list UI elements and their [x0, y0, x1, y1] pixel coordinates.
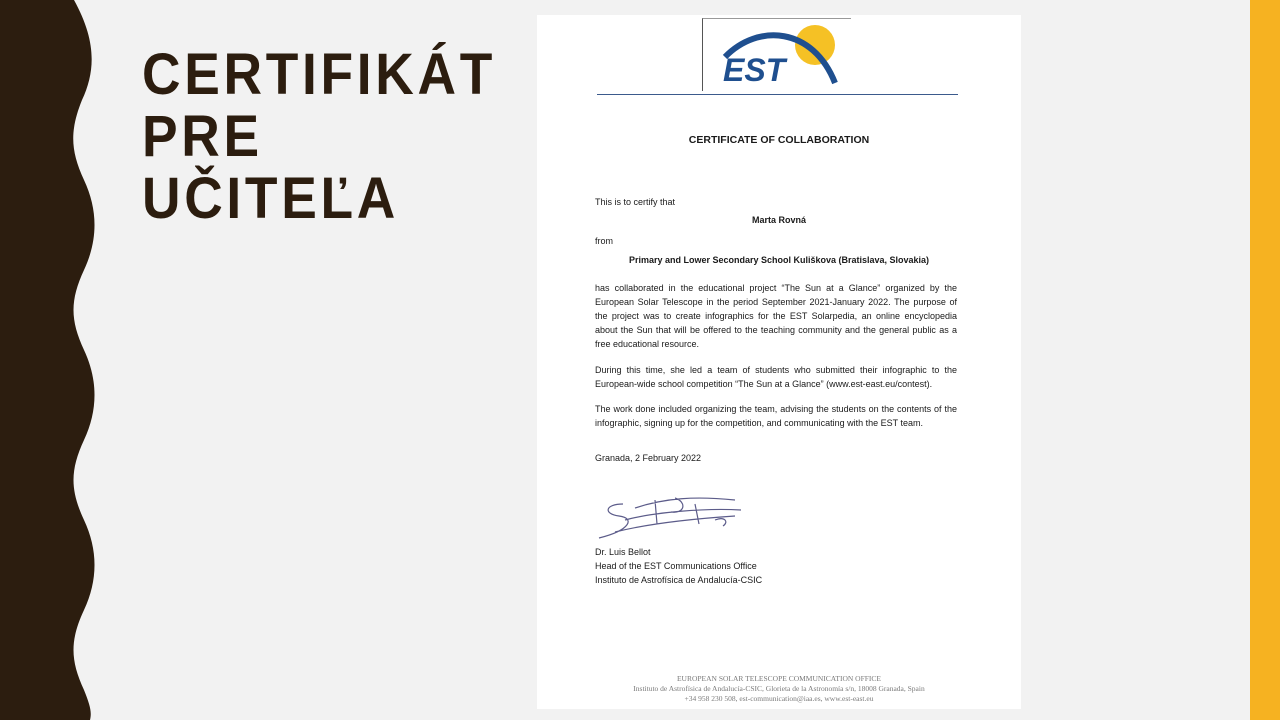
signer-name: Dr. Luis Bellot [595, 547, 651, 557]
certify-line: This is to certify that [595, 197, 676, 207]
title-line-2: PRE [142, 104, 263, 169]
school-name: Primary and Lower Secondary School Kuliškova (Bratislava, Slovakia) [628, 255, 930, 265]
paragraph-project: has collaborated in the educational project “The Sun at a Glance” organized by the European Solar Telescope in the period September 2021-January 2022. The purpose of the project was to create infographics for the EST Solarpedia, an online encyclopedia about the Sun that will be offered to the teaching community and the general public as a free educational resource. [595, 283, 957, 349]
certificate-image [537, 15, 1021, 709]
signer-organization: Instituto de Astrofísica de Andalucía-CSIC [595, 575, 763, 585]
title-line-1: CERTIFIKÁT [142, 42, 496, 107]
footer-address: Instituto de Astrofísica de Andalucía-CSIC, Glorieta de la Astronomía s/n, 18008 Granada, Spain [633, 684, 925, 693]
paragraph-work: The work done included organizing the team, advising the students on the contents of the infographic, signing up for the competition, and communicating with the EST team. [595, 404, 957, 428]
recipient-name: Marta Rovná [751, 215, 806, 225]
right-accent-bar [1250, 0, 1280, 720]
certificate-heading: CERTIFICATE OF COLLABORATION [688, 134, 870, 146]
footer-office: EUROPEAN SOLAR TELESCOPE COMMUNICATION OFFICE [676, 674, 882, 683]
from-line: from [595, 236, 613, 246]
est-logo [702, 18, 851, 91]
title-line-3: UČITEĽA [142, 166, 399, 231]
signature-image [595, 490, 745, 545]
footer-contact: +34 958 230 508, est-communication@iaa.es, www.est-east.eu [684, 694, 874, 703]
header-rule [597, 94, 958, 95]
paragraph-competition: During this time, she led a team of students who submitted their infographic to the European-wide school competition “The Sun at a Glance” (www.est-east.eu/contest). [595, 365, 957, 389]
slide-title [142, 42, 496, 231]
est-logo-text: EST [723, 52, 786, 88]
place-date: Granada, 2 February 2022 [595, 453, 702, 463]
left-wavy-border [0, 0, 100, 720]
signer-role: Head of the EST Communications Office [595, 561, 757, 571]
